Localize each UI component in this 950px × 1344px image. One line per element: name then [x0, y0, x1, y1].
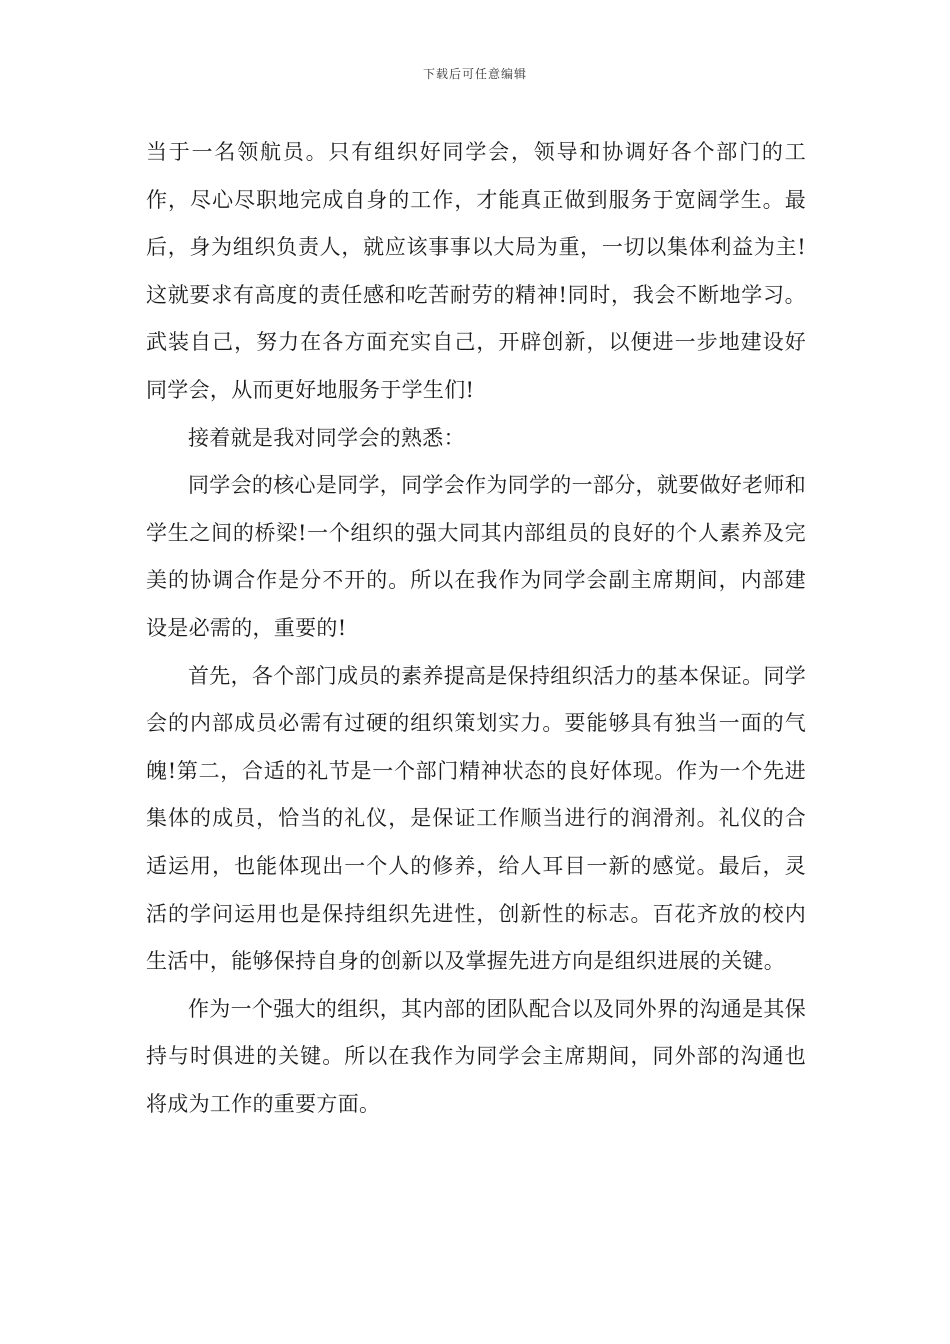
paragraph-core-of-association: 同学会的核心是同学，同学会作为同学的一部分，就要做好老师和学生之间的桥梁!一个组织的强大同其内部组员的良好的个人素养及完美的协调合作是分不开的。所以在我作为同学会副主席期间，内部建设是必需的，重要的!	[146, 473, 806, 640]
document-body	[146, 129, 806, 1128]
paragraph-member-qualities: 首先，各个部门成员的素养提高是保持组织活力的基本保证。同学会的内部成员必需有过硬的组织策划实力。要能够具有独当一面的气魄!第二，合适的礼节是一个部门精神状态的良好体现。作为一个先进集体的成员，恰当的礼仪，是保证工作顺当进行的润滑剂。礼仪的合适运用，也能体现出一个人的修养，给人耳目一新的感觉。最后，灵活的学问运用也是保持组织先进性，创新性的标志。百花齐放的校内生活中，能够保持自身的创新以及掌握先进方向是组织进展的关键。	[146, 663, 806, 974]
paragraph-external-communication: 作为一个强大的组织，其内部的团队配合以及同外界的沟通是其保持与时俱进的关键。所以在我作为同学会主席期间，同外部的沟通也将成为工作的重要方面。	[146, 996, 806, 1116]
running-header: 下载后可任意编辑	[422, 67, 527, 81]
paragraph-continuation: 当于一名领航员。只有组织好同学会，领导和协调好各个部门的工作，尽心尽职地完成自身的工作，才能真正做到服务于宽阔学生。最后，身为组织负责人，就应该事事以大局为重，一切以集体利益为主!这就要求有高度的责任感和吃苦耐劳的精神!同时，我会不断地学习。武装自己，努力在各方面充实自己，开辟创新，以便进一步地建设好同学会，从而更好地服务于学生们!	[146, 140, 806, 402]
paragraph-intro-familiarity: 接着就是我对同学会的熟悉：	[188, 425, 465, 450]
